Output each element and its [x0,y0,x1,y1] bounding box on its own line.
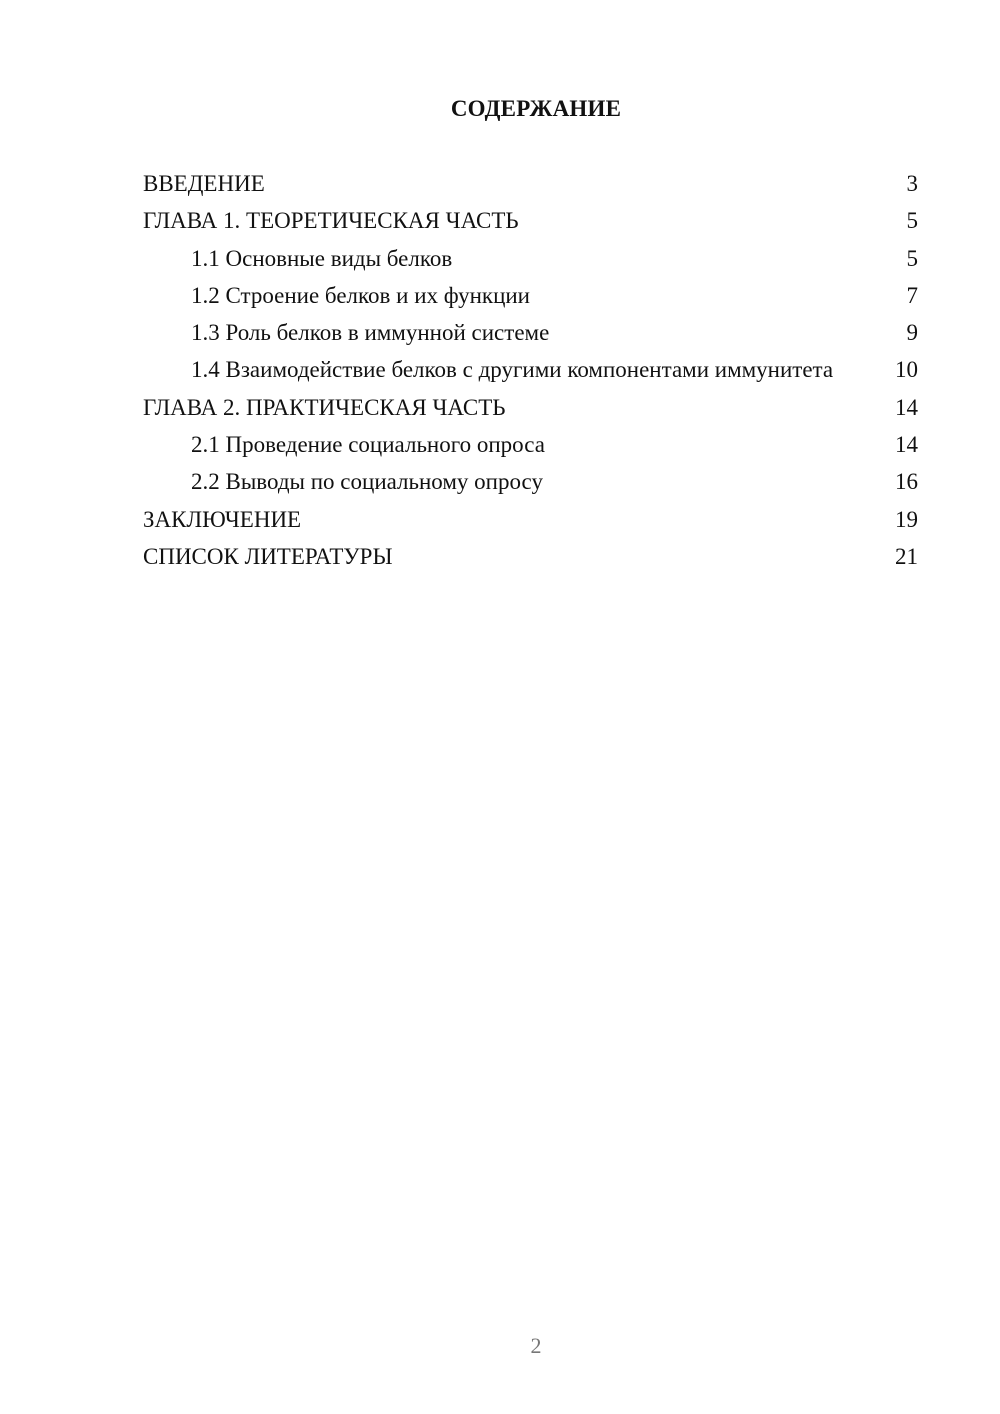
toc-entry-label: 1.4 Взаимодействие белков с другими компонентами иммунитета [191,357,834,383]
toc-entry-chapter-2[interactable] [143,394,918,422]
toc-entry-section-2-1[interactable] [143,431,918,459]
toc-entry-chapter-1[interactable] [143,207,918,235]
toc-title: СОДЕРЖАНИЕ [450,96,622,121]
toc-entry-label: 1.2 Строение белков и их функции [191,282,530,308]
toc-entry-page: 14 [895,432,918,458]
toc-entry-label: ГЛАВА 1. ТЕОРЕТИЧЕСКАЯ ЧАСТЬ [143,208,519,234]
toc-entry-section-2-2[interactable] [143,468,918,496]
toc-entry-page: 3 [906,171,918,196]
toc-entry-section-1-2[interactable] [143,282,918,310]
toc-entry-page: 5 [906,245,918,271]
toc-entry-introduction[interactable] [143,170,918,198]
toc-entry-page: 16 [895,469,918,495]
toc-entry-section-1-3[interactable] [143,319,918,347]
toc-entry-label: 2.1 Проведение социального опроса [191,432,545,458]
toc-entry-label: 1.1 Основные виды белков [191,245,453,271]
toc-entry-label: ВВЕДЕНИЕ [143,171,265,196]
toc-entry-label: 1.3 Роль белков в иммунной системе [191,320,550,346]
table-of-contents [143,170,918,580]
toc-entry-page: 21 [895,543,918,569]
toc-entry-conclusion[interactable] [143,506,918,534]
toc-entry-page: 10 [895,357,918,383]
toc-entry-page: 19 [895,506,918,532]
toc-entry-references[interactable] [143,543,918,571]
page-number: 2 [530,1333,542,1358]
toc-entry-label: ЗАКЛЮЧЕНИЕ [143,506,302,532]
toc-entry-label: ГЛАВА 2. ПРАКТИЧЕСКАЯ ЧАСТЬ [143,394,506,420]
toc-entry-page: 14 [895,394,918,420]
toc-entry-page: 7 [906,282,918,308]
toc-entry-section-1-4[interactable] [143,356,918,384]
toc-entry-page: 9 [906,320,918,346]
toc-entry-label: СПИСОК ЛИТЕРАТУРЫ [143,543,393,569]
toc-entry-label: 2.2 Выводы по социальному опросу [191,469,543,495]
toc-entry-section-1-1[interactable] [143,245,918,273]
toc-entry-page: 5 [906,208,918,234]
